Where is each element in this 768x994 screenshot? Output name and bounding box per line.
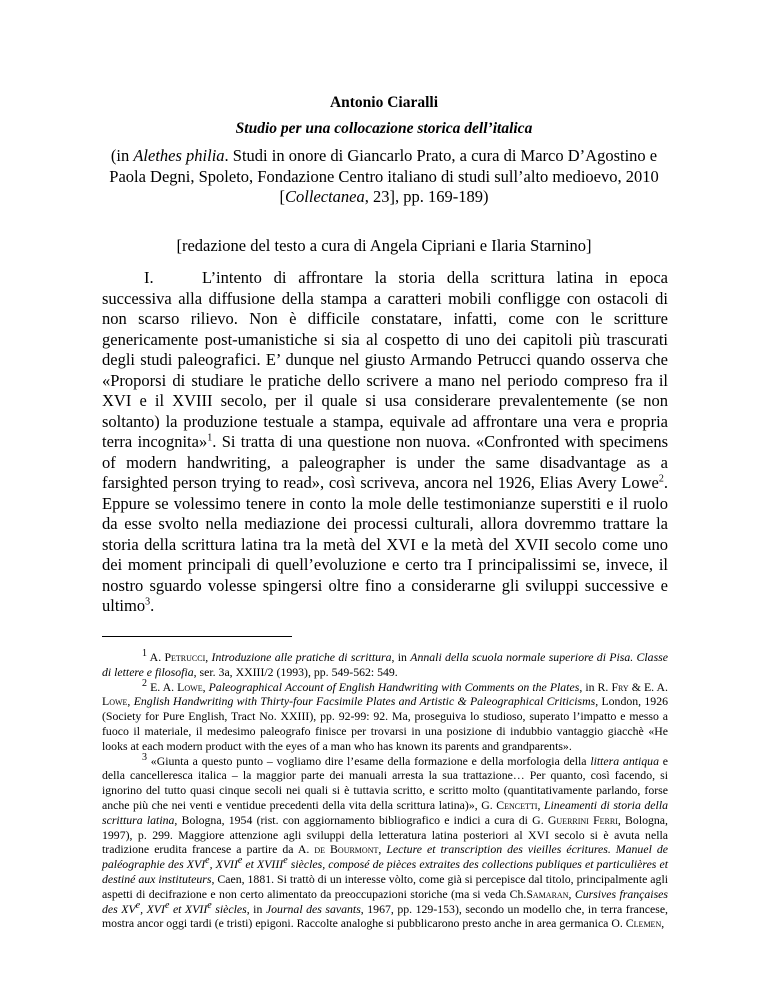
footnote-ref-3[interactable]: 3 [145,596,151,608]
series-title: Collectanea [285,187,365,206]
publication-citation: (in Alethes philia. Studi in onore di Giancarlo Prato, a cura di Marco D’Agostino e Paola Degni, Spoleto, Fondazione Centro italiano di studi sull’alto medioevo, 2010 [Collectanea, 23], pp. 169-189) [109,146,659,206]
footnote-2: $^2$ E. A. Lowe, Paleographical Account of English Handwriting with Comments on the Plates, in R. Fry & E. A. Lowe, English Handwriting with Thirty-four Facsimile Plates and Artistic & Paleographical Criticisms, London, 1926 (Society for Pure English, Tract No. XXIII), pp. 92-99: 92. Ma, proseguiva lo studioso, superato l’impatto e messo a fuoco il materiale, il medesimo paleografo finisce per trovarsi in una posizione di indubbio vantaggio giacchè «He looks at each modern product with the eyes of a man who has known its parents and grandparents». [102,677,668,753]
author-name: Antonio Ciaralli [329,94,439,111]
section-number: I. [144,268,154,287]
footnotes [102,650,668,931]
footnote-ref-1[interactable]: 1 [207,432,213,444]
footnote-1: $^1$ A. Petrucci, Introduzione alle pratiche di scrittura, in Annali della scuola normale superiore di Pisa. Classe di lettere e filosofia, ser. 3a, XXIII/2 (1993), pp. 549-562: 549. [102,648,668,679]
paragraph-1: I. L’intento di affrontare la storia della scrittura latina in epoca successiva alla diffusione della stampa a caratteri mobili confligge con ostacoli di non scarso rilievo. Non è difficile constatare, infatti, come con le scritture genericamente post-umanistiche si sia al cospetto di uno dei capitoli più trascurati degli studi paleografici. E’ dunque nel giusto Armando Petrucci quando osserva che «Proporsi di studiare le pratiche dello scrivere a mano nel periodo compreso fra il XVI e il XVIII secolo, per il quale si usa considerare prevalentemente (se non soltanto) la produzione testuale a stampa, equivale ad affrontare una vera e propria terra incognita»$^1$. Si tratta di una questione non nuova. «Confronted with specimens of modern handwriting, a paleographer is under the same disadvantage as a farsighted person trying to read», così scriveva, ancora nel 1926, Elias Avery Lowe$^2$. Eppure se volessimo tenere in conto la mole delle testimonianze superstiti e il ruolo da esse svolto nella mediazione dei processi culturali, allora dovremmo trattare la storia della scrittura latina tra la metà del XVI e la metà del XVII secolo come uno dei moment principali di quell’evoluzione e certo tra I principalissimi se, invece, il nostro sguardo volesse spingersi oltre fino a considerarne gli sviluppi successive e ultimo$^3$. [102,268,668,615]
footnote-3: $^3$ «Giunta a questo punto – vogliamo dire l’esame della formazione e della morfologia della littera antiqua e della cancelleresca italica – la maggior parte dei manuali arresta la sua trattazione… Per quanto, così facendo, si ignorino del tutto quasi cinque secoli nei quali si è tuttavia scritto, e scritto molto (quantitativamente parlando, forse anche più che nei venti e ventidue precedenti della vita della scrittura latina)», G. Cencetti, Lineamenti di storia della scrittura latina, Bologna, 1954 (rist. con aggiornamento bibliografico e indici a cura di G. Guerrini Ferri, Bologna, 1997), p. 299. Maggiore attenzione agli sviluppi della letteratura latina posteriori al XVI secolo si è avuta nella tradizione erudita francese a partire da A. de Bourmont, Lecture et transcription des vieilles écritures. Manuel de paléographie des XVIe, XVIIe et XVIIIe siècles, composé de pièces extraites des collections publiques et particulières et destiné aux instituteurs, Caen, 1881. Si trattò di un interesse vòlto, come già si percepisce dal titolo, principalmente agli aspetti di decifrazione e non certo alimentato da preoccupazioni storiche (ma si veda Ch.Samaran, Cursives françaises des XVe, XVIe et XVIIe siècles, in Journal des savants, 1967, pp. 129-153), secondo un modello che, in terra francese, mostra ancor oggi tardi (e tristi) epigoni. Raccolte analoghe si pubblicarono presto anche in area germanica O. Clemen, [102,751,669,931]
article-title: Studio per una collocazione storica dell’italica [235,120,533,137]
footnote-ref-2[interactable]: 2 [658,473,664,485]
editors-note: [redazione del testo a cura di Angela Cipriani e Ilaria Starnino] [176,236,592,255]
main-text [102,268,668,617]
footnote-separator [102,636,292,637]
volume-title: Alethes philia [133,146,225,165]
